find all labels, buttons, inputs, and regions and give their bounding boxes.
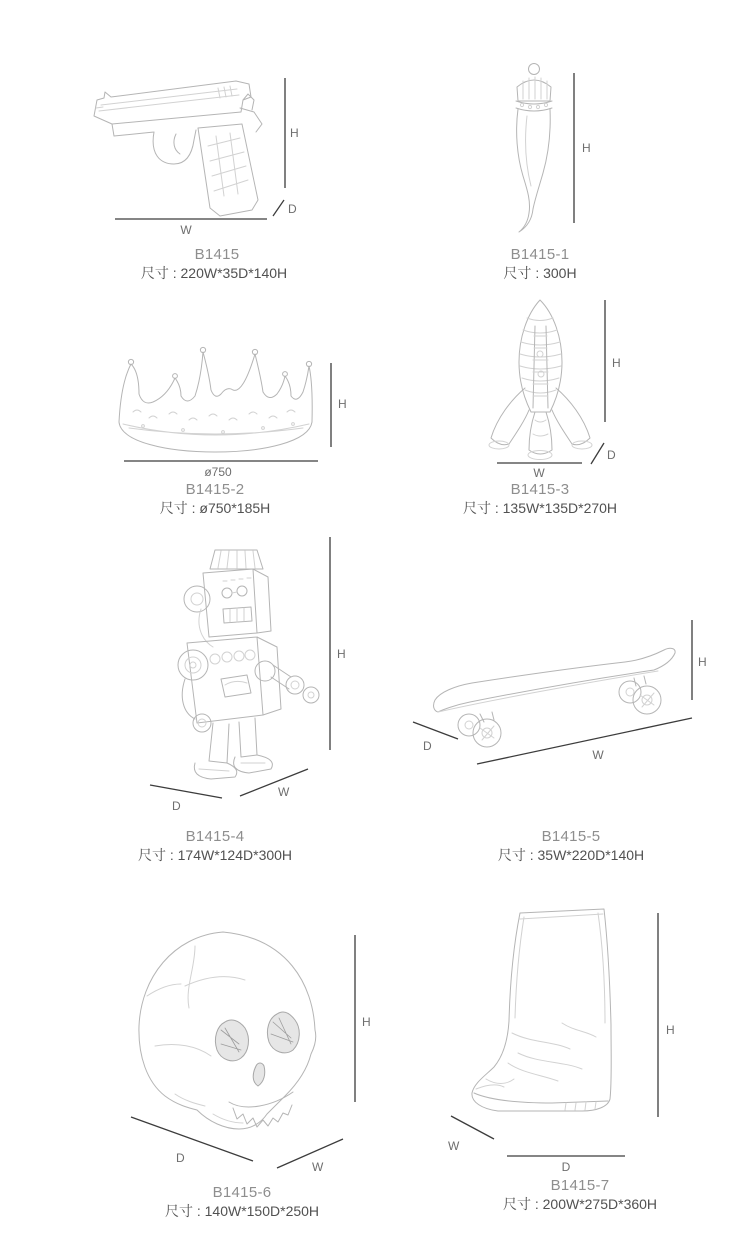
product-size-8: 尺寸 : 200W*275D*360H — [502, 1196, 658, 1212]
pistol-depth-line — [273, 200, 284, 216]
rocket-depth-label: D — [607, 448, 616, 462]
skull-sketch-icon — [139, 932, 316, 1129]
robot-depth-line — [150, 785, 222, 798]
skull-width-label: W — [312, 1160, 324, 1174]
skull-depth-label: D — [176, 1151, 185, 1165]
rocket-height-label: H — [612, 356, 621, 370]
skateboard-width-line — [477, 718, 692, 764]
product-size-7: 尺寸 : 140W*150D*250H — [164, 1203, 320, 1219]
rocket-depth-line — [591, 443, 604, 464]
product-code-5: B1415-4 — [185, 828, 245, 845]
rocket-sketch-icon — [489, 300, 592, 460]
product-size-4: 尺寸 : 135W*135D*270H — [462, 500, 618, 516]
product-size-6: 尺寸 : 35W*220D*140H — [497, 847, 645, 863]
rocket-width-label: W — [533, 466, 545, 480]
pistol-height-label: H — [290, 126, 299, 140]
robot-height-label: H — [337, 647, 346, 661]
product-code-7: B1415-6 — [212, 1184, 272, 1201]
product-size-1: 尺寸 : 220W*35D*140H — [140, 265, 288, 281]
product-size-3: 尺寸 : ø750*185H — [159, 500, 271, 516]
pistol-depth-label: D — [288, 202, 297, 216]
robot-depth-label: D — [172, 799, 181, 813]
crown-sketch-icon — [119, 347, 312, 452]
pistol-width-label: W — [180, 223, 192, 237]
horn-height-label: H — [582, 141, 591, 155]
skateboard-width-label: W — [592, 748, 604, 762]
skateboard-depth-label: D — [423, 739, 432, 753]
skateboard-sketch-icon — [434, 648, 676, 747]
boot-height-label: H — [666, 1023, 675, 1037]
product-code-3: B1415-2 — [185, 481, 245, 498]
skateboard-height-label: H — [698, 655, 707, 669]
skull-depth-line — [131, 1117, 253, 1161]
product-code-4: B1415-3 — [510, 481, 570, 498]
skull-height-label: H — [362, 1015, 371, 1029]
skateboard-depth-line — [413, 722, 458, 739]
boot-sketch-icon — [472, 909, 611, 1111]
boot-width-line — [451, 1116, 494, 1139]
robot-sketch-icon — [178, 550, 319, 779]
product-code-8: B1415-7 — [550, 1177, 610, 1194]
horn-sketch-icon — [516, 64, 552, 233]
pistol-sketch-icon — [94, 81, 262, 216]
product-code-1: B1415 — [194, 246, 240, 263]
skull-width-line — [277, 1139, 343, 1168]
product-code-6: B1415-5 — [541, 828, 601, 845]
product-size-2: 尺寸 : 300H — [503, 265, 577, 281]
product-size-5: 尺寸 : 174W*124D*300H — [137, 847, 293, 863]
crown-height-label: H — [338, 397, 347, 411]
product-code-2: B1415-1 — [510, 246, 570, 263]
crown-diameter-label: ø750 — [204, 465, 232, 479]
boot-width-label: W — [448, 1139, 460, 1153]
robot-width-label: W — [278, 785, 290, 799]
boot-depth-label: D — [561, 1160, 571, 1174]
